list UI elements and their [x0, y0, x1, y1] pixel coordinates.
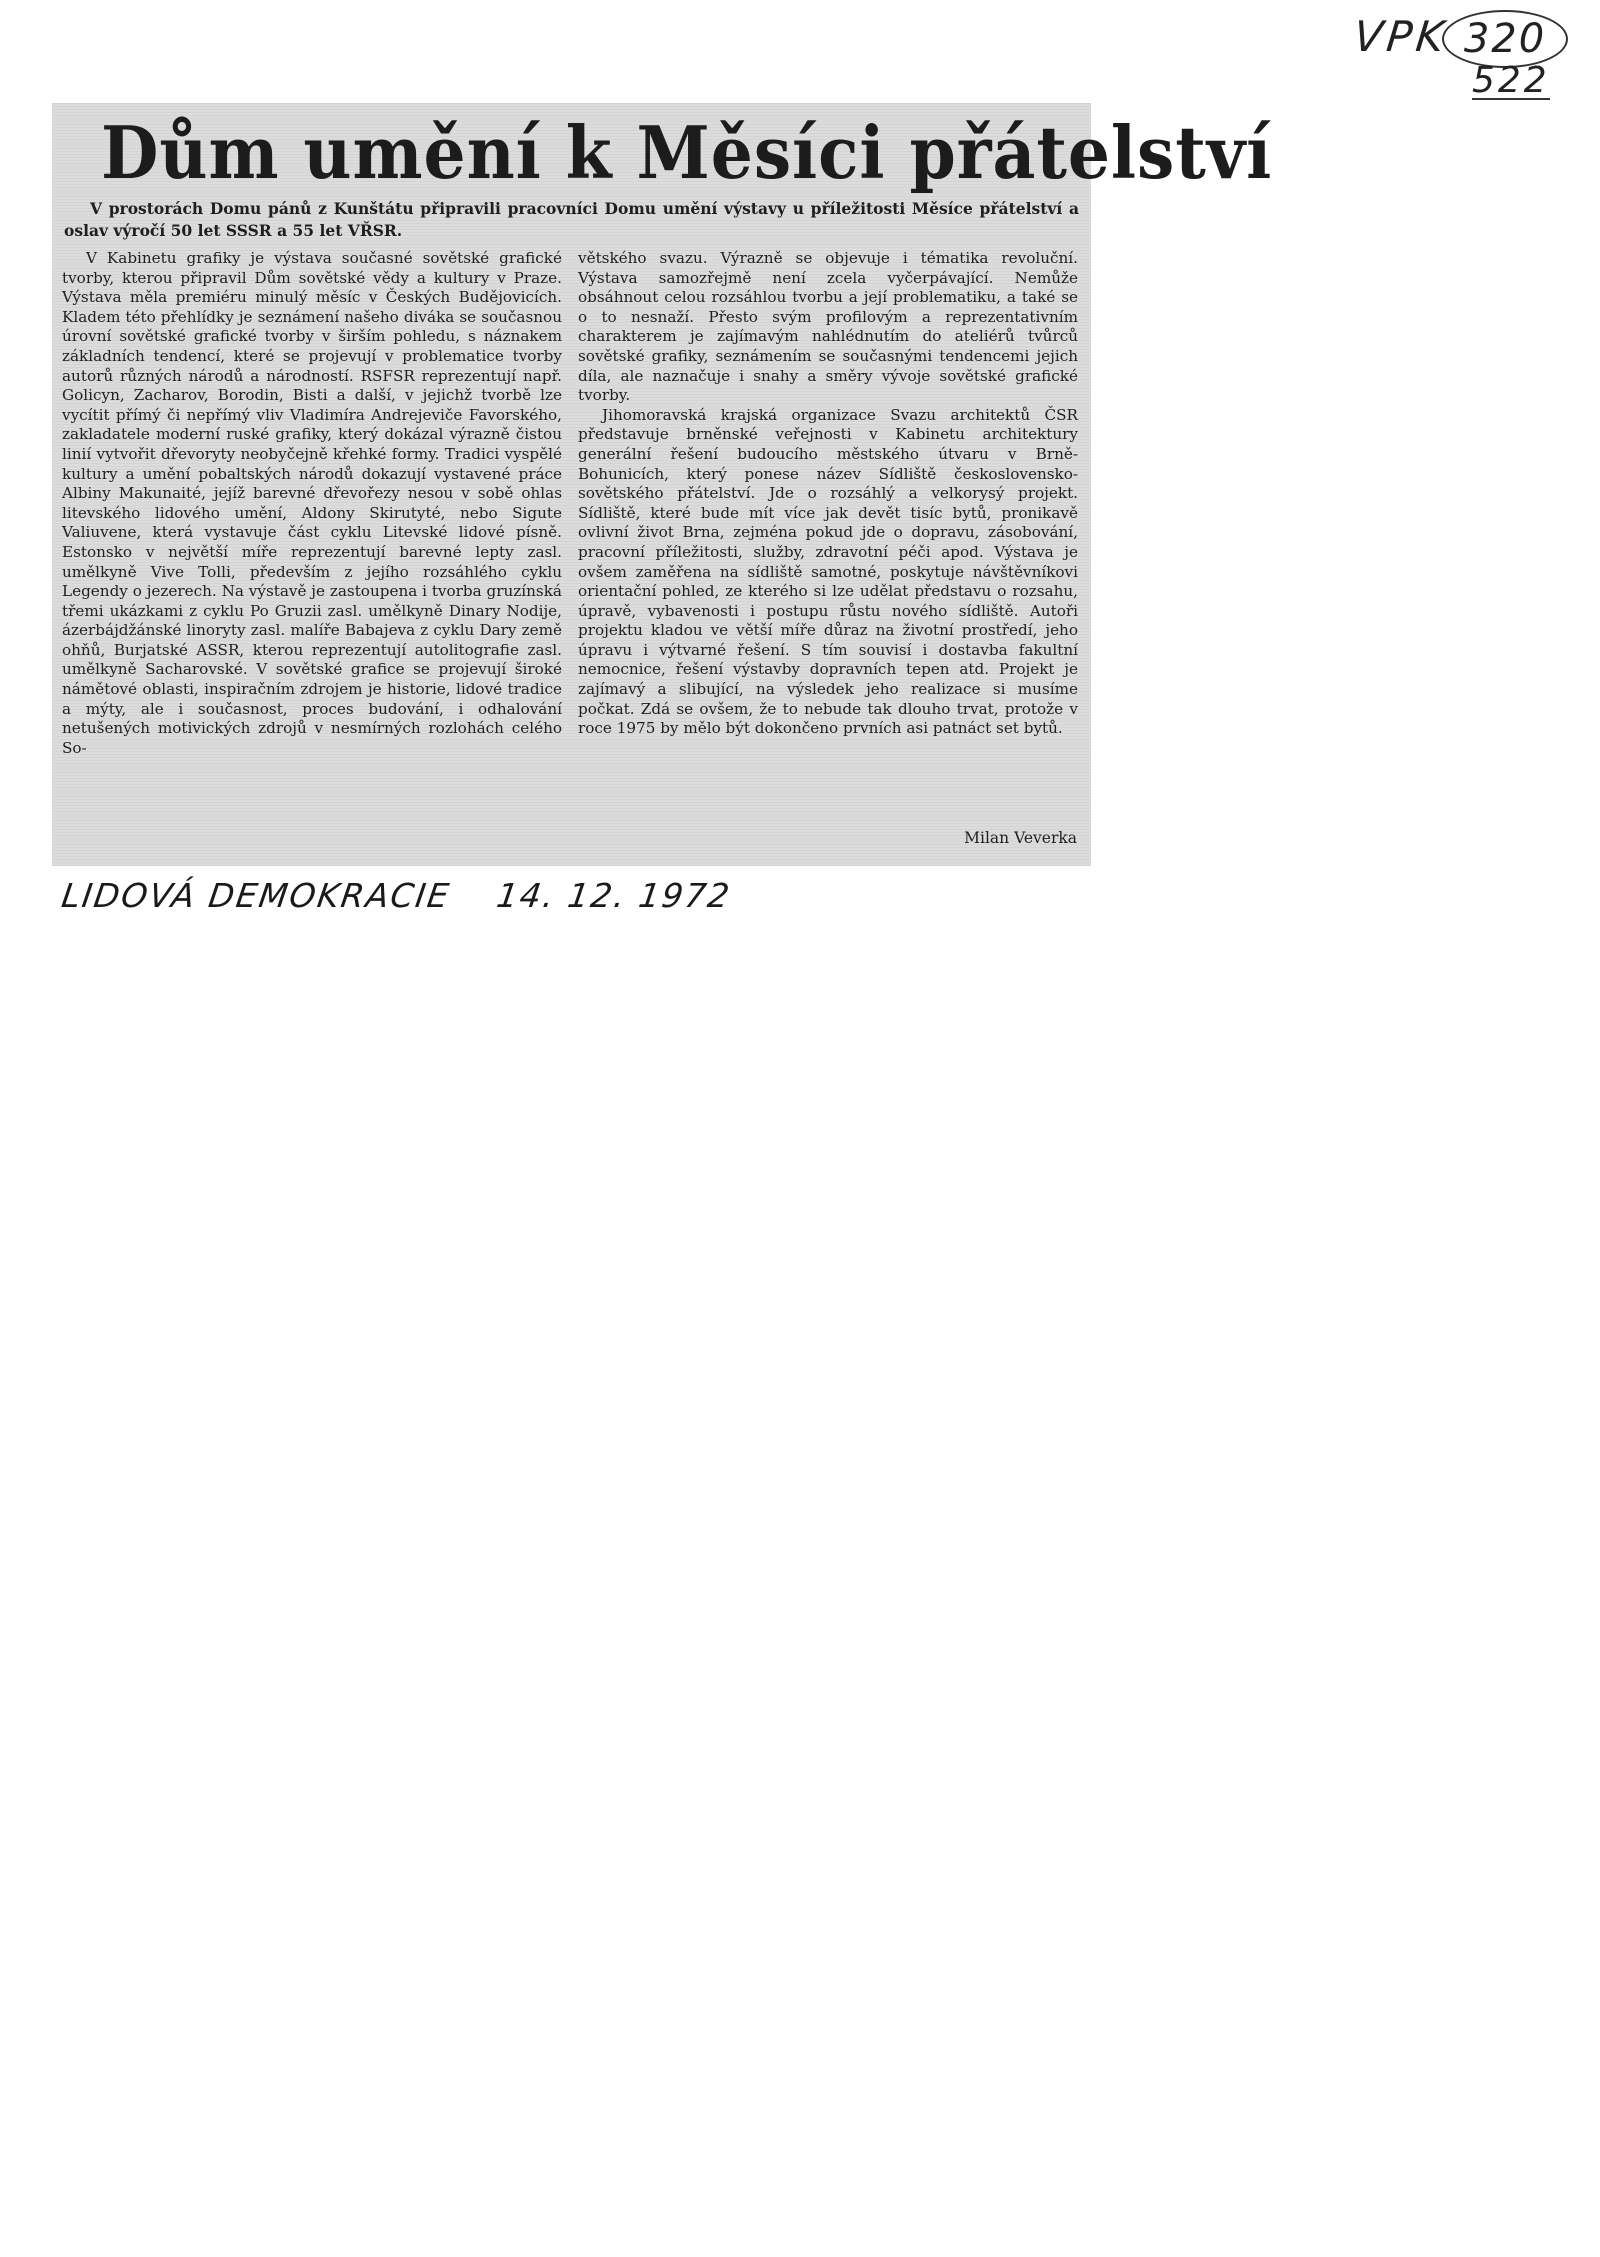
- article-column-right: [578, 249, 1078, 739]
- article-paragraph: větského svazu. Výrazně se objevuje i tématika revoluční. Výstava samozřejmě není zcela vyčerpávající. Nemůže obsáhnout celou rozsáhlou tvorbu a její problematiku, a také se o to nesnaží. Přesto svým profilovým a reprezentativním charakterem je zajímavým nahlédnutím do ateliérů tvůrců sovětské grafiky, seznámením se současnými tendencemi jejich díla, ale naznačuje i snahy a směry vývoje sovětské grafické tvorby.: [578, 249, 1078, 405]
- archive-code-main: VPK: [1351, 12, 1451, 61]
- handwritten-source-note: [59, 876, 762, 928]
- article-author-signature: Milan Veverka: [964, 829, 1077, 847]
- archive-code-annotation: [1351, 8, 1574, 101]
- source-newspaper-name: LIDOVÁ DEMOKRACIE: [59, 876, 454, 915]
- archive-code-circled-number: 320: [1442, 10, 1568, 68]
- article-headline: Dům umění k Měsíci přátelství: [101, 110, 1273, 195]
- article-lead: V prostorách Domu pánů z Kunštátu připravili pracovníci Domu umění výstavy u příležitosti Měsíce přátelství a oslav výročí 50 let SSSR a 55 let VŘSR.: [64, 199, 1079, 240]
- article-column-left: [62, 249, 562, 758]
- article-paragraph: V Kabinetu grafiky je výstava současné sovětské grafické tvorby, kterou připravil Dům sovětské vědy a kultury v Praze. Výstava měla premiéru minulý měsíc v Českých Budějovicích. Kladem této přehlídky je seznámení našeho diváka se současnou úrovní sovětské grafické tvorby v širším pohledu, s náznakem základních tendencí, které se projevují v problematice tvorby autorů různých národů a národností. RSFSR reprezentují např. Golicyn, Zacharov, Borodin, Bisti a další, v jejichž tvorbě lze vycítit přímý či nepřímý vliv Vladimíra Andrejeviče Favorského, zakladatele moderní ruské grafiky, který dokázal výrazně čistou linií vytvořit dřevoryty neobyčejně křehké formy. Tradici vyspělé kultury a umění pobaltských národů dokazují vystavené práce Albiny Makunaité, jejíž barevné dřevořezy nesou v sobě ohlas litevského lidového umění, Aldony Skirutyté, nebo Sigute Valiuvene, která vystavuje část cyklu Litevské lidové písně. Estonsko v největší míře reprezentují barevné lepty zasl. umělkyně Vive Tolli, především z jejího rozsáhlého cyklu Legendy o jezerech. Na výstavě je zastoupena i tvorba gruzínská třemi ukázkami z cyklu Po Gruzii zasl. umělkyně Dinary Nodije, ázerbájdžánské linoryty zasl. malíře Babajeva z cyklu Dary země ohňů, Burjatské ASSR, kterou reprezentují autolitografie zasl. umělkyně Sacharovské. V sovětské grafice se projevují široké námětové oblasti, inspiračním zdrojem je historie, lidové tradice a mýty, ale i současnost, proces budování, i odhalování netušených motivických zdrojů v nesmírných rozlohách celého So-: [62, 249, 562, 757]
- newspaper-clipping: [52, 103, 1273, 866]
- source-date: 14. 12. 1972: [494, 876, 734, 915]
- archive-code-second-number: 522: [1472, 60, 1550, 101]
- article-paragraph: Jihomoravská krajská organizace Svazu architektů ČSR představuje brněnské veřejnosti v Kabinetu architektury generální řešení budoucího městského útvaru v Brně-Bohunicích, který ponese název Sídliště československo-sovětského přátelství. Jde o rozsáhlý a velkorysý projekt. Sídliště, které bude mít více jak devět tisíc bytů, pronikavě ovlivní život Brna, zejména pokud jde o dopravu, zásobování, pracovní příležitosti, služby, zdravotní péči apod. Výstava je ovšem zaměřena na sídliště samotné, poskytuje návštěvníkovi orientační pohled, ze kterého si lze udělat představu o rozsahu, úpravě, vybavenosti i postupu růstu nového sídliště. Autoři projektu kladou ve větší míře důraz na životní prostředí, jeho úpravu i výtvarné řešení. S tím souvisí i dostavba fakultní nemocnice, řešení výstavby dopravních tepen atd. Projekt je zajímavý a slibující, na výsledek jeho realizace si musíme počkat. Zdá se ovšem, že to nebude tak dlouho trvat, protože v roce 1975 by mělo být dokončeno prvních asi patnáct set bytů.: [578, 405, 1078, 738]
